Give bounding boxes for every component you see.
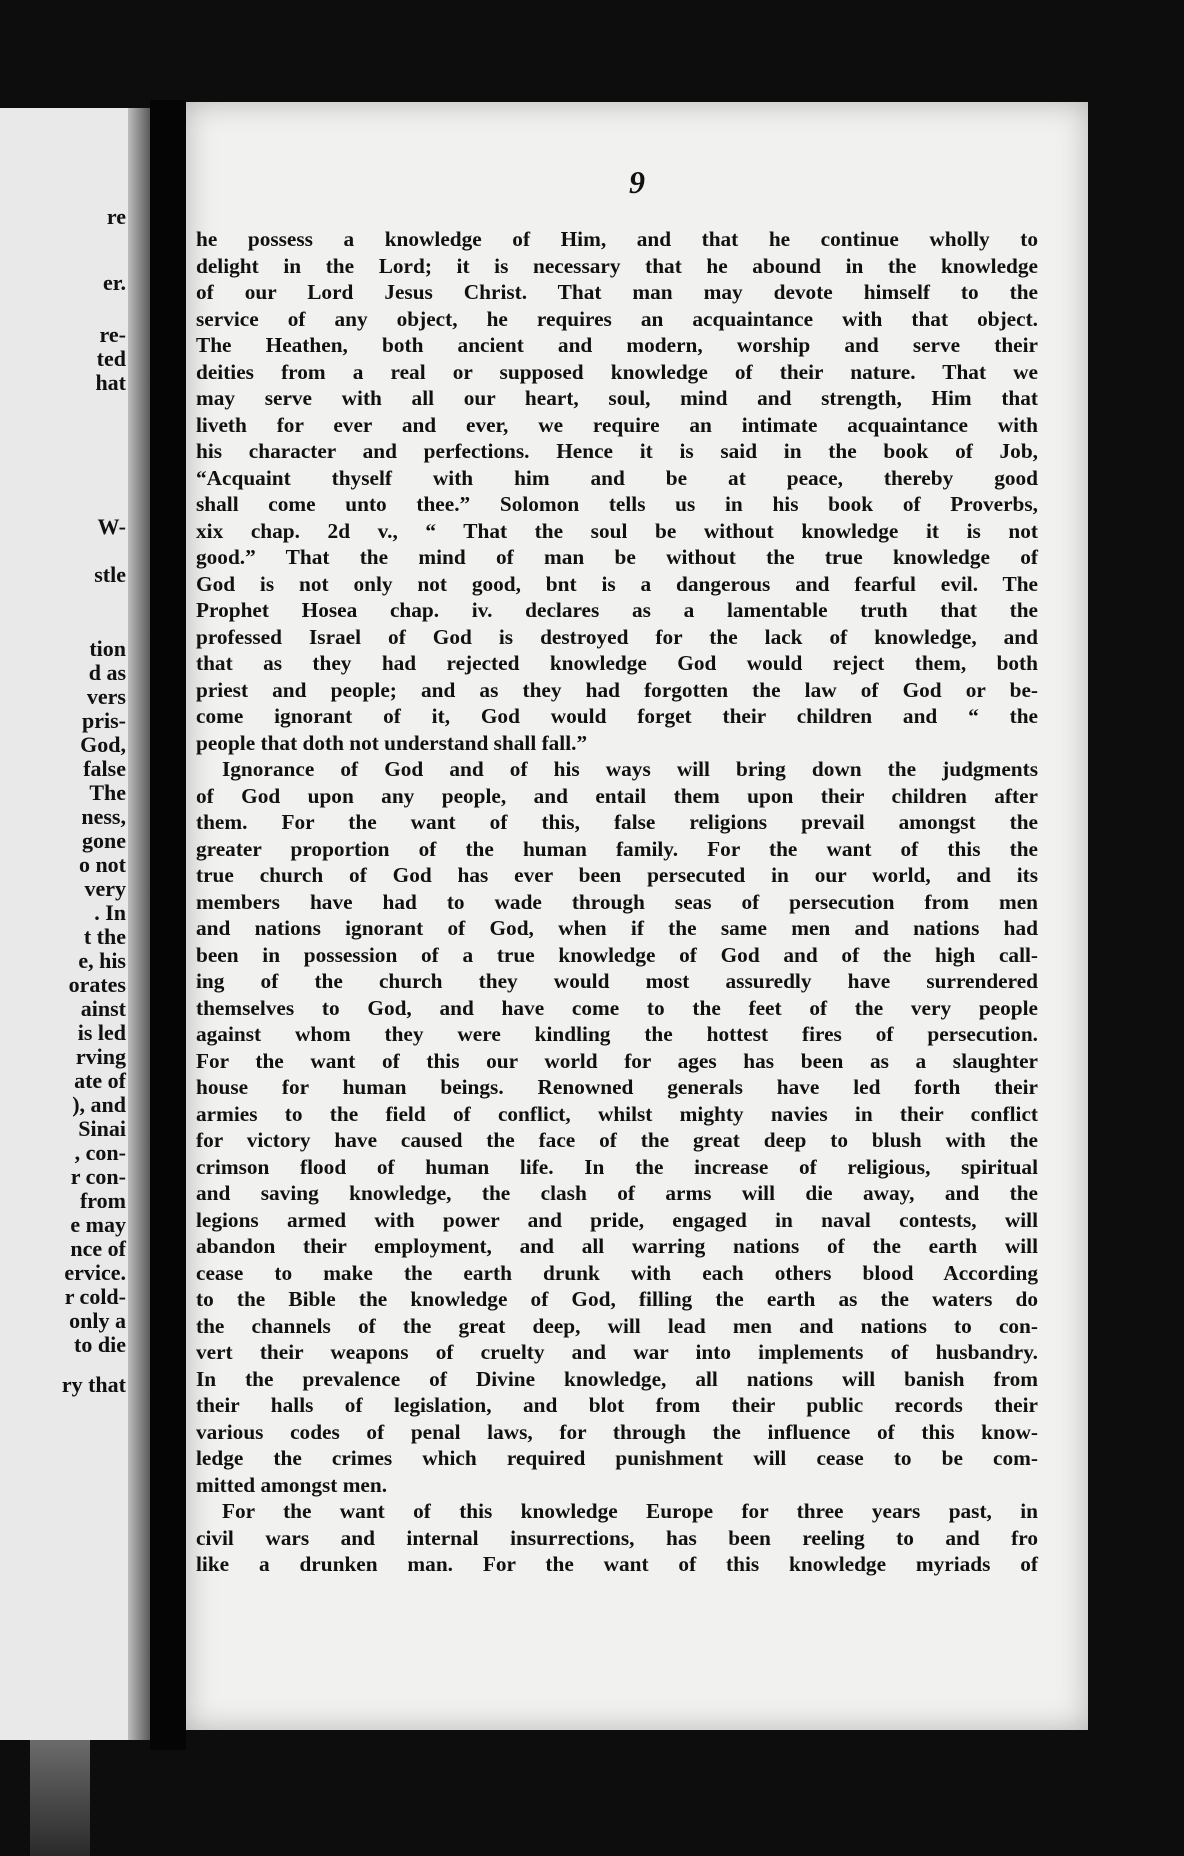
text-line: members have had to wade through seas of persecution from men [196, 889, 1038, 914]
page-body-text [196, 226, 1038, 1578]
text-line: mitted amongst men. [196, 1472, 388, 1497]
text-line: for victory have caused the face of the great deep to blush with the [196, 1128, 1038, 1152]
text-line: and nations ignorant of God, when if the same men and nations had [196, 916, 1038, 940]
left-page [0, 108, 150, 1740]
text-line: to the Bible the knowledge of God, filling the earth as the waters do [196, 1287, 1038, 1311]
text-line: delight in the Lord; it is necessary that he abound in the knowledge [196, 253, 1038, 278]
text-line: been in possession of a true knowledge of God and of the high call- [196, 942, 1038, 967]
text-line: true church of God has ever been persecuted in our world, and its [196, 863, 1038, 887]
text-line: shall come unto thee.” Solomon tells us in his book of Proverbs, [196, 492, 1038, 516]
left-page-fragment: ted [96, 346, 126, 371]
right-page [186, 102, 1088, 1730]
left-page-fragment: o not [78, 852, 126, 877]
left-page-fragment: hat [95, 370, 126, 395]
text-line: themselves to God, and have come to the feet of the very people [196, 995, 1038, 1020]
text-line: people that doth not understand shall fall.” [196, 730, 588, 755]
text-line: them. For the want of this, false religions prevail amongst the [196, 810, 1038, 834]
left-page-fragment: rving [75, 1044, 126, 1069]
left-page-fragment: is led [77, 1020, 126, 1045]
text-line: crimson flood of human life. In the increase of religious, spiritual [196, 1154, 1038, 1179]
text-line: For the want of this our world for ages has been as a slaughter [196, 1048, 1038, 1073]
text-line: against whom they were kindling the hottest fires of persecution. [196, 1022, 1038, 1046]
left-page-fragment: r con- [70, 1164, 126, 1189]
text-line: Ignorance of God and of his ways will bring down the judgments [222, 757, 1038, 781]
left-page-fragment: God, [80, 732, 126, 757]
left-page-fragment: orates [68, 972, 126, 997]
left-page-fragment: re [106, 204, 126, 229]
left-page-fragment: stle [94, 562, 126, 587]
left-page-fragment: pris- [82, 708, 126, 733]
left-page-fragment: only a [69, 1308, 126, 1333]
text-line: service of any object, he requires an acquaintance with that object. [196, 306, 1038, 331]
left-page-fragment: vers [86, 684, 126, 709]
text-line: armies to the field of conflict, whilst mighty navies in their conflict [196, 1101, 1038, 1126]
left-page-gutter [128, 108, 150, 1740]
text-line: the channels of the great deep, will lead men and nations to con- [196, 1313, 1038, 1338]
text-line: abandon their employment, and all warring nations of the earth will [196, 1234, 1038, 1258]
text-line: priest and people; and as they had forgotten the law of God or be- [196, 677, 1038, 702]
left-page-fragment: ness, [81, 804, 126, 829]
book-spine [150, 100, 186, 1750]
text-line: of God upon any people, and entail them upon their children after [196, 783, 1038, 808]
text-line: greater proportion of the human family. For the want of this the [196, 836, 1038, 861]
page-edge-bottom [30, 1740, 90, 1856]
left-page-fragment: Sinai [78, 1116, 126, 1141]
left-page-fragment: ainst [80, 996, 126, 1021]
text-line: ing of the church they would most assuredly have surrendered [196, 969, 1038, 993]
left-page-fragment: er. [102, 270, 126, 295]
left-page-fragment: ), and [72, 1092, 126, 1117]
text-line: civil wars and internal insurrections, has been reeling to and fro [196, 1525, 1038, 1550]
text-line: For the want of this knowledge Europe for three years past, in [222, 1499, 1038, 1523]
left-page-fragment: , con- [74, 1140, 126, 1165]
text-line: good.” That the mind of man be without the true knowledge of [196, 545, 1038, 569]
text-line: Prophet Hosea chap. iv. declares as a lamentable truth that the [196, 598, 1038, 622]
text-line: cease to make the earth drunk with each others blood According [196, 1260, 1038, 1285]
left-page-fragment: ry that [61, 1372, 126, 1397]
text-line: and saving knowledge, the clash of arms will die away, and the [196, 1181, 1038, 1205]
text-line: that as they had rejected knowledge God would reject them, both [196, 651, 1038, 675]
left-page-fragment: d as [88, 660, 126, 685]
text-line: ledge the crimes which required punishment will cease to be com- [196, 1446, 1038, 1470]
left-page-fragment: very [84, 876, 126, 901]
text-line: xix chap. 2d v., “ That the soul be without knowledge it is not [196, 518, 1038, 543]
left-page-fragment: t the [83, 924, 126, 949]
text-line: liveth for ever and ever, we require an intimate acquaintance with [196, 412, 1038, 437]
text-line: like a drunken man. For the want of this knowledge myriads of [196, 1552, 1038, 1576]
text-line: of our Lord Jesus Christ. That man may devote himself to the [196, 280, 1038, 304]
text-line: may serve with all our heart, soul, mind and strength, Him that [196, 386, 1038, 410]
text-line: house for human beings. Renowned generals have led forth their [196, 1075, 1038, 1099]
text-line: their halls of legislation, and blot from their public records their [196, 1393, 1038, 1417]
left-page-fragment: W- [97, 514, 126, 539]
text-line: come ignorant of it, God would forget their children and “ the [196, 704, 1038, 728]
text-line: legions armed with power and pride, engaged in naval contests, will [196, 1207, 1038, 1232]
text-line: The Heathen, both ancient and modern, worship and serve their [196, 333, 1038, 357]
left-page-fragment: ate of [74, 1068, 126, 1093]
text-line: deities from a real or supposed knowledge of their nature. That we [196, 359, 1038, 384]
left-page-fragment: from [79, 1188, 126, 1213]
left-page-fragment: to die [74, 1332, 126, 1357]
text-line: God is not only not good, bnt is a dangerous and fearful evil. The [196, 571, 1038, 596]
left-page-fragment: re- [99, 322, 126, 347]
left-page-fragment: ervice. [64, 1260, 126, 1285]
left-page-fragment: The [89, 780, 126, 805]
text-line: “Acquaint thyself with him and be at peace, thereby good [196, 465, 1038, 490]
left-page-fragment: . In [94, 900, 126, 925]
text-line: various codes of penal laws, for through the influence of this know- [196, 1419, 1038, 1444]
left-page-fragment: tion [89, 636, 126, 661]
page-number: 9 [629, 164, 645, 200]
left-page-fragment: false [83, 756, 126, 781]
text-line: his character and perfections. Hence it is said in the book of Job, [196, 439, 1038, 463]
left-page-fragment: r cold- [64, 1284, 126, 1309]
text-line: professed Israel of God is destroyed for the lack of knowledge, and [196, 624, 1038, 649]
text-line: vert their weapons of cruelty and war into implements of husbandry. [196, 1340, 1038, 1364]
text-line: In the prevalence of Divine knowledge, all nations will banish from [196, 1366, 1038, 1391]
left-page-fragment: e, his [78, 948, 126, 973]
left-page-fragment: gone [82, 828, 126, 853]
text-line: he possess a knowledge of Him, and that he continue wholly to [196, 227, 1038, 251]
left-page-fragment: nce of [70, 1236, 126, 1261]
left-page-fragment: e may [70, 1212, 126, 1237]
